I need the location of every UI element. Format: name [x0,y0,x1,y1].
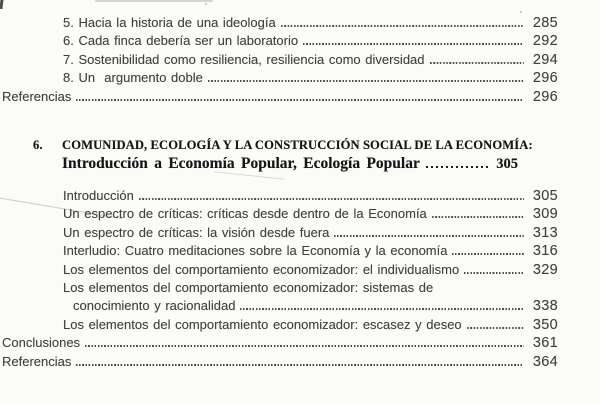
dot-leader [76,99,524,101]
dot-leader [334,235,524,237]
toc-entry-label: Los elementos del comportamiento economizador: sistemas de [63,280,434,296]
chapter-heading [2,136,558,174]
toc-entry [2,32,558,50]
page-number: 313 [532,224,558,241]
toc-entry [2,353,558,371]
page-number: 285 [532,15,558,31]
dot-leader [430,62,524,64]
page-number: 305 [496,156,518,173]
dot-leader [240,308,524,310]
page-number: 316 [532,243,558,260]
toc-entry-label: Un espectro de críticas: críticas desde dentro de la Economía [63,206,427,222]
toc-entry [2,261,558,279]
toc-entry [2,51,558,69]
chapter-title-line [33,136,558,154]
chapter-subtitle-line [33,154,558,174]
toc-entry-label: Referencias [2,88,72,104]
toc-entry-label: Referencias [2,353,72,369]
dot-leader [208,80,524,82]
dot-leader [452,253,524,255]
toc-entry [2,88,558,106]
toc-entry-wrapped-line-2 [2,297,558,315]
dot-leader [139,198,524,200]
toc-section-previous-chapter [2,14,558,106]
dot-leader [76,364,524,366]
page-number: 329 [532,261,558,278]
toc-entry [2,334,558,352]
dot-leader [426,166,488,168]
toc-entry-label: Interludio: Cuatro meditaciones sobre la Economía y la economía [63,243,448,259]
dot-leader [281,25,524,27]
page-number: 305 [532,188,558,205]
toc-entry [2,224,558,242]
page-number: 292 [532,33,558,50]
dot-leader [432,216,524,218]
toc-entry [2,205,558,223]
toc-entry-label: Introducción [63,188,134,204]
toc-entry [2,14,558,32]
toc-entry-label: Un espectro de críticas: la visión desde fuera [63,224,330,240]
toc-entry-label: 6. Cada finca debería ser un laboratorio [63,33,299,49]
toc-entry-label: Los elementos del comportamiento economizador: escasez y deseo [63,316,462,332]
chapter-number: 6. [33,138,43,153]
page-number: 296 [532,70,558,87]
toc-entry [2,316,558,334]
dot-leader [85,345,524,347]
page-number: 361 [532,335,558,352]
toc-entry-label: 8. Un argumento doble [63,70,203,86]
chapter-title: COMUNIDAD, ECOLOGÍA Y LA CONSTRUCCIÓN SOCIAL DE LA ECONOMÍA: [62,138,533,153]
toc-entry [2,69,558,87]
dot-leader [464,272,524,274]
dot-leader [303,43,524,45]
toc-entry-label: Los elementos del comportamiento economizador: el individualismo [63,261,460,277]
page-number: 350 [532,316,558,333]
dot-leader [467,327,524,329]
toc-entry-label: 7. Sostenibilidad como resiliencia, resiliencia como diversidad [63,51,425,67]
toc-entry-wrapped-line-1 [2,279,558,297]
page-number: 296 [532,88,558,105]
page-number: 338 [532,298,558,315]
page-number: 364 [532,353,558,370]
toc-entry-label: Conclusiones [2,335,81,351]
toc-entry-label: conocimiento y racionalidad [73,298,236,314]
chapter-subtitle: Introducción a Economía Popular, Ecología Popular [62,155,420,173]
toc-entry [2,242,558,260]
toc-section-chapter-6 [2,187,558,371]
toc-entry [2,187,558,205]
toc-entry-label: 5. Hacia la historia de una ideología [63,15,276,30]
table-of-contents [2,0,558,371]
page-number: 309 [532,206,558,223]
page-number: 294 [532,51,558,68]
